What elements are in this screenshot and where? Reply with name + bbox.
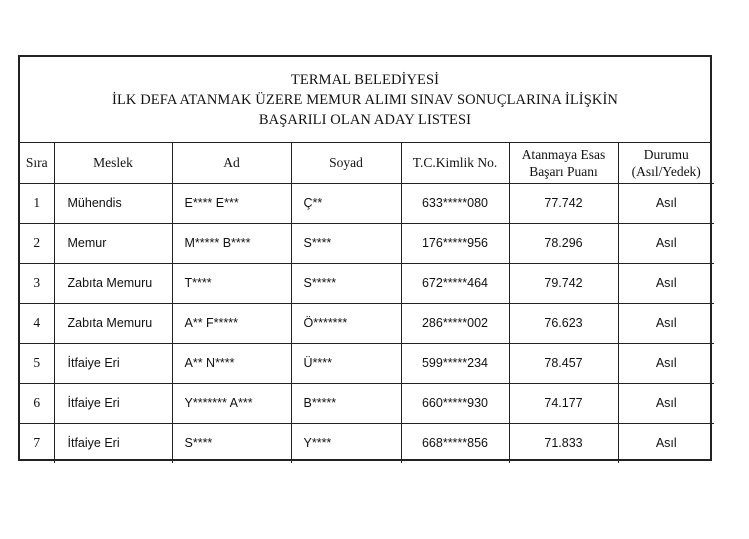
- cell-soyad: Y****: [291, 423, 401, 463]
- column-header-durum-line-2: (Asıl/Yedek): [631, 163, 701, 179]
- cell-soyad: S*****: [291, 263, 401, 303]
- table-row: [20, 423, 714, 463]
- table-row: [20, 303, 714, 343]
- table-row: [20, 383, 714, 423]
- cell-ad: M***** B****: [172, 223, 291, 263]
- cell-ad: A** N****: [172, 343, 291, 383]
- cell-meslek: İtfaiye Eri: [54, 343, 172, 383]
- results-table: [20, 143, 714, 463]
- cell-tc: 176*****956: [401, 223, 509, 263]
- cell-sira: 7: [20, 423, 54, 463]
- cell-meslek: Zabıta Memuru: [54, 303, 172, 343]
- column-header-ad: Ad: [172, 143, 291, 183]
- cell-meslek: Mühendis: [54, 183, 172, 223]
- cell-durum: Asıl: [618, 183, 714, 223]
- cell-ad: A** F*****: [172, 303, 291, 343]
- cell-tc: 668*****856: [401, 423, 509, 463]
- cell-sira: 2: [20, 223, 54, 263]
- header-line-1: TERMAL BELEDİYESİ: [290, 71, 440, 88]
- cell-meslek: İtfaiye Eri: [54, 423, 172, 463]
- cell-sira: 3: [20, 263, 54, 303]
- cell-puan: 79.742: [509, 263, 618, 303]
- cell-meslek: Zabıta Memuru: [54, 263, 172, 303]
- cell-puan: 76.623: [509, 303, 618, 343]
- cell-tc: 633*****080: [401, 183, 509, 223]
- table-row: [20, 343, 714, 383]
- column-header-puan-line-1: Atanmaya Esas: [521, 146, 606, 162]
- cell-puan: 78.457: [509, 343, 618, 383]
- column-header-puan-line-2: Başarı Puanı: [529, 163, 598, 179]
- cell-puan: 71.833: [509, 423, 618, 463]
- table-row: [20, 263, 714, 303]
- cell-ad: Y******* A***: [172, 383, 291, 423]
- cell-durum: Asıl: [618, 223, 714, 263]
- cell-tc: 286*****002: [401, 303, 509, 343]
- cell-tc: 660*****930: [401, 383, 509, 423]
- cell-soyad: Ü****: [291, 343, 401, 383]
- cell-meslek: İtfaiye Eri: [54, 383, 172, 423]
- cell-sira: 4: [20, 303, 54, 343]
- cell-sira: 6: [20, 383, 54, 423]
- cell-ad: S****: [172, 423, 291, 463]
- cell-puan: 78.296: [509, 223, 618, 263]
- cell-puan: 74.177: [509, 383, 618, 423]
- cell-tc: 599*****234: [401, 343, 509, 383]
- table-header-row: [20, 143, 714, 183]
- column-header-soyad: Soyad: [291, 143, 401, 183]
- cell-puan: 77.742: [509, 183, 618, 223]
- cell-soyad: B*****: [291, 383, 401, 423]
- cell-ad: E**** E***: [172, 183, 291, 223]
- column-header-meslek: Meslek: [54, 143, 172, 183]
- column-header-puan: [509, 143, 618, 183]
- cell-ad: T****: [172, 263, 291, 303]
- cell-durum: Asıl: [618, 343, 714, 383]
- cell-durum: Asıl: [618, 423, 714, 463]
- cell-soyad: Ç**: [291, 183, 401, 223]
- cell-tc: 672*****464: [401, 263, 509, 303]
- cell-meslek: Memur: [54, 223, 172, 263]
- cell-durum: Asıl: [618, 383, 714, 423]
- cell-soyad: Ö*******: [291, 303, 401, 343]
- column-header-durum-line-1: Durumu: [643, 146, 689, 162]
- column-header-sira: Sıra: [20, 143, 54, 183]
- header-line-2: İLK DEFA ATANMAK ÜZERE MEMUR ALIMI SINAV SONUÇLARINA İLİŞKİN: [112, 91, 618, 108]
- column-header-durum: [618, 143, 714, 183]
- column-header-tc: T.C.Kimlik No.: [401, 143, 509, 183]
- cell-sira: 1: [20, 183, 54, 223]
- table-row: [20, 183, 714, 223]
- cell-sira: 5: [20, 343, 54, 383]
- header-line-3: BAŞARILI OLAN ADAY LISTESI: [258, 111, 472, 128]
- cell-durum: Asıl: [618, 263, 714, 303]
- document-header: [20, 57, 710, 143]
- table-row: [20, 223, 714, 263]
- results-document: [18, 55, 712, 461]
- cell-soyad: S****: [291, 223, 401, 263]
- cell-durum: Asıl: [618, 303, 714, 343]
